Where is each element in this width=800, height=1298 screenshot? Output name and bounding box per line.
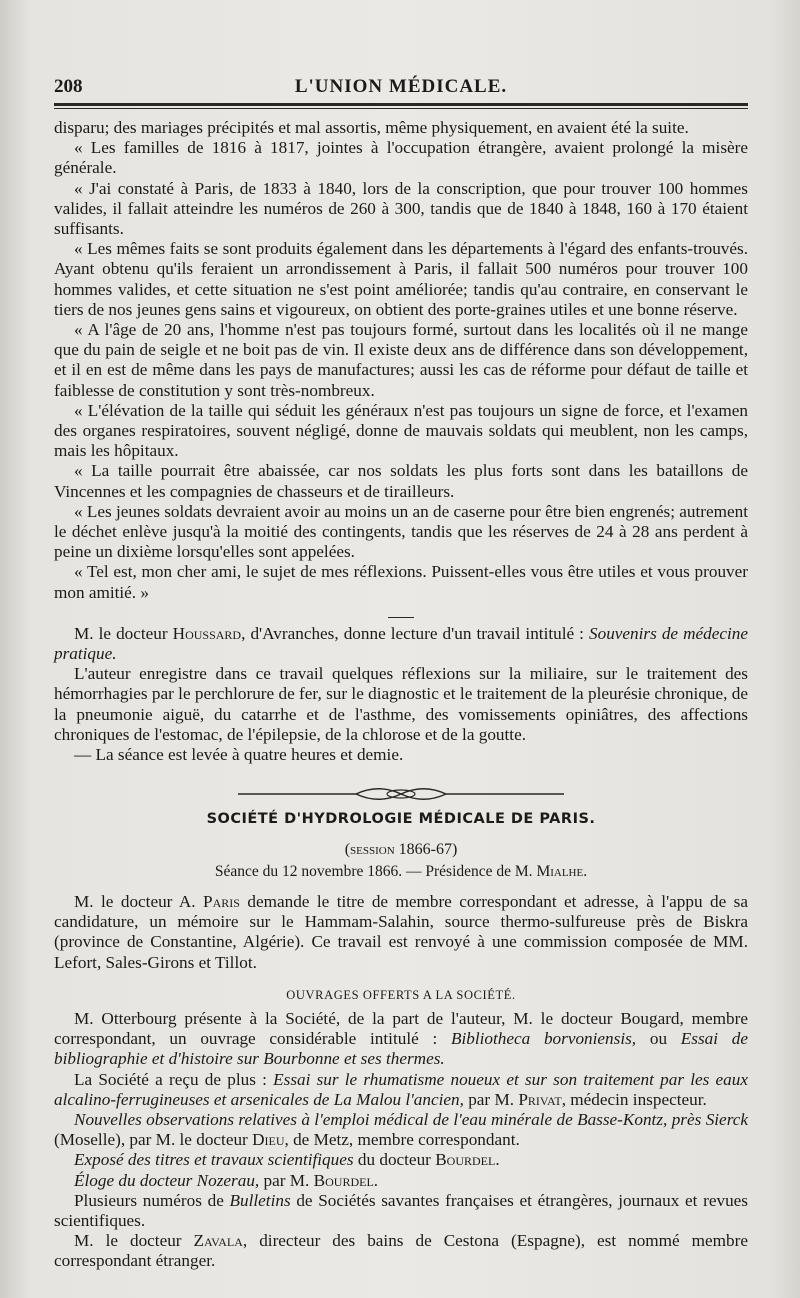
text-run: par M. xyxy=(259,1170,314,1190)
text-run: ou xyxy=(636,1029,681,1049)
separator-rule xyxy=(388,617,414,618)
paragraph xyxy=(54,892,748,973)
author-name: Paris xyxy=(203,891,240,911)
session-label xyxy=(54,840,748,860)
paragraph: disparu; des mariages précipités et mal assortis, même physiquement, en avaient été la suite. xyxy=(54,118,689,137)
paragraph xyxy=(54,1110,748,1150)
text-run: Plusieurs numéros de xyxy=(74,1190,230,1210)
author-name: Houssard xyxy=(172,623,242,643)
work-title: Essai sur le rhumatisme noueux et sur son traitement par les eaux alcalino-ferrugineuses et arsenicales de La Malou l'ancien, xyxy=(54,1069,748,1109)
text-run: La Société a reçu de plus : xyxy=(74,1069,274,1089)
paragraph: L'auteur enregistre dans ce travail quelques réflexions sur la miliaire, sur le traitement des hémorrhagies par le perchlorure de fer, sur le diagnostic et le traitement de la pleurésie chronique, de la pneumonie aiguë, du catarrhe et de l'asthme, des vomissements opiniâtres, des affections chroniques de l'estomac, de l'épilepsie, de la chlorose et de la goutte. xyxy=(54,664,748,744)
subsection-title: OUVRAGES OFFERTS A LA SOCIÉTÉ. xyxy=(286,987,516,1002)
seance-line xyxy=(54,862,748,882)
president-name: Mialhe xyxy=(536,862,584,880)
text-run: . xyxy=(495,1150,500,1170)
author-name: Zavala xyxy=(193,1231,243,1251)
paragraph: « La taille pourrait être abaissée, car nos soldats les plus forts sont dans les bataillons de Vincennes et les compagnies de chasseurs et de tirailleurs. xyxy=(54,461,748,501)
paragraph xyxy=(54,1231,748,1271)
paragraph xyxy=(54,1150,748,1170)
text-run: par M. xyxy=(463,1089,519,1109)
page-header xyxy=(54,74,748,100)
paragraph xyxy=(54,1070,748,1110)
text-run: 1866-67) xyxy=(398,840,458,858)
paragraph: « J'ai constaté à Paris, de 1833 à 1840, lors de la conscription, que pour trouver 100 hommes valides, il fallait atteindre les numéros de 260 à 300, tandis que de 1840 à 1848, 160 à 170 étaient suffisants. xyxy=(54,178,748,239)
text-run: de Sociétés savantes françaises et étrangères, journaux et revues scientifiques. xyxy=(54,1190,748,1230)
paragraph xyxy=(54,1171,748,1191)
text-run: Séance du 12 novembre 1866. — Présidence de M. xyxy=(214,862,537,880)
page-body xyxy=(54,118,748,1272)
work-title: Exposé des titres et travaux scientifiques xyxy=(74,1150,354,1170)
work-title: Nouvelles observations relatives à l'emploi médical de l'eau minérale de Basse-Kontz, près Sierck xyxy=(74,1109,748,1129)
author-name: Bourdel xyxy=(313,1170,374,1190)
paragraph: « Les mêmes faits se sont produits également dans les départements à l'égard des enfants-trouvés. Ayant obtenu qu'ils feraient un arrondissement à Paris, il fallait 500 numéros pour trouver 100 hommes valides, et cette situation ne s'est point améliorée; tandis qu'au contraire, en conservant le tiers de nos jeunes gens sains et vigoureux, on obtient des porte-graines utiles et une bonne réserve. xyxy=(54,239,748,319)
paragraph xyxy=(54,1191,748,1231)
text-run: , de Metz, membre correspondant. xyxy=(284,1130,520,1150)
work-title: Essai de bibliographie et d'histoire sur Bourbonne et ses thermes. xyxy=(54,1029,749,1069)
paragraph: « Les familles de 1816 à 1817, jointes à l'occupation étrangère, avaient prolongé la misère générale. xyxy=(54,138,748,178)
work-title: Bibliotheca borvoniensis, xyxy=(450,1029,637,1049)
text-run: M. le docteur A. xyxy=(74,891,204,911)
text-run: M. Otterbourg présente à la Société, de la part de l'auteur, M. le docteur Bougard, membre correspondant, un ouvrage considérable intitulé : xyxy=(54,1008,748,1049)
text-run: (session xyxy=(344,840,395,858)
paragraph: — La séance est levée à quatre heures et demie. xyxy=(74,745,404,765)
text-run: (Moselle), par M. le docteur xyxy=(54,1130,253,1150)
header-rule-thin xyxy=(54,108,748,109)
running-title: L'UNION MÉDICALE. xyxy=(294,76,508,97)
text-run: . xyxy=(583,862,588,880)
text-run: . xyxy=(373,1170,379,1190)
paragraph: « A l'âge de 20 ans, l'homme n'est pas toujours formé, surtout dans les localités où il ne mange que du pain de seigle et ne boit pas de vin. Il existe deux ans de différence dans son développement, et il en est de même dans les pays de manufactures; aussi les cas de réforme pour défaut de taille et faiblesse de constitution y sont très-nombreux. xyxy=(54,320,748,400)
author-name: Bourdel xyxy=(435,1150,496,1170)
author-name: Dieu xyxy=(252,1130,285,1150)
paragraph xyxy=(54,624,748,664)
work-title: Bulletins xyxy=(229,1190,291,1210)
text-run: M. le docteur xyxy=(74,1231,194,1251)
section-title: SOCIÉTÉ D'HYDROLOGIE MÉDICALE DE PARIS. xyxy=(206,811,596,828)
work-title: Éloge du docteur Nozerau, xyxy=(74,1170,260,1190)
page-number: 208 xyxy=(54,76,83,97)
text-run: , médecin inspecteur. xyxy=(561,1089,707,1109)
text-run: , d'Avranches, donne lecture d'un travail intitulé : xyxy=(241,623,589,643)
text-run: M. le docteur xyxy=(74,623,173,643)
header-rule xyxy=(54,103,748,106)
text-run: , directeur des bains de Cestona (Espagne), est nommé membre correspondant étranger. xyxy=(54,1231,748,1271)
text-run: du docteur xyxy=(353,1150,436,1170)
author-name: Privat xyxy=(518,1089,562,1109)
paragraph: « L'élévation de la taille qui séduit les généraux n'est pas toujours un signe de force, et l'examen des organes respiratoires, souvent négligé, donne de mauvais soldats qui meublent, non les camps, mais les hôpitaux. xyxy=(54,400,748,461)
ornament-divider xyxy=(236,785,566,803)
paragraph: « Tel est, mon cher ami, le sujet de mes réflexions. Puissent-elles vous être utiles et vous prouver mon amitié. » xyxy=(54,562,748,602)
paragraph: « Les jeunes soldats devraient avoir au moins un an de caserne pour être bien engrenés; autrement le déchet enlève jusqu'à la moitié des contingents, tandis que les réserves de 24 à 28 ans perdent à peine un dixième lorsqu'elles sont appelées. xyxy=(54,501,748,562)
text-run: demande le titre de membre correspondant et adresse, à l'appu de sa candidature, un mémoire sur le Hammam-Salahin, source thermo-sulfureuse près de Biskra (province de Constantine, Algérie). Ce travail est renvoyé à une commission composée de MM. Lefort, Sales-Girons et Tillot. xyxy=(54,891,748,972)
paragraph xyxy=(54,1009,748,1070)
work-title: Souvenirs de médecine pratique. xyxy=(54,623,748,664)
